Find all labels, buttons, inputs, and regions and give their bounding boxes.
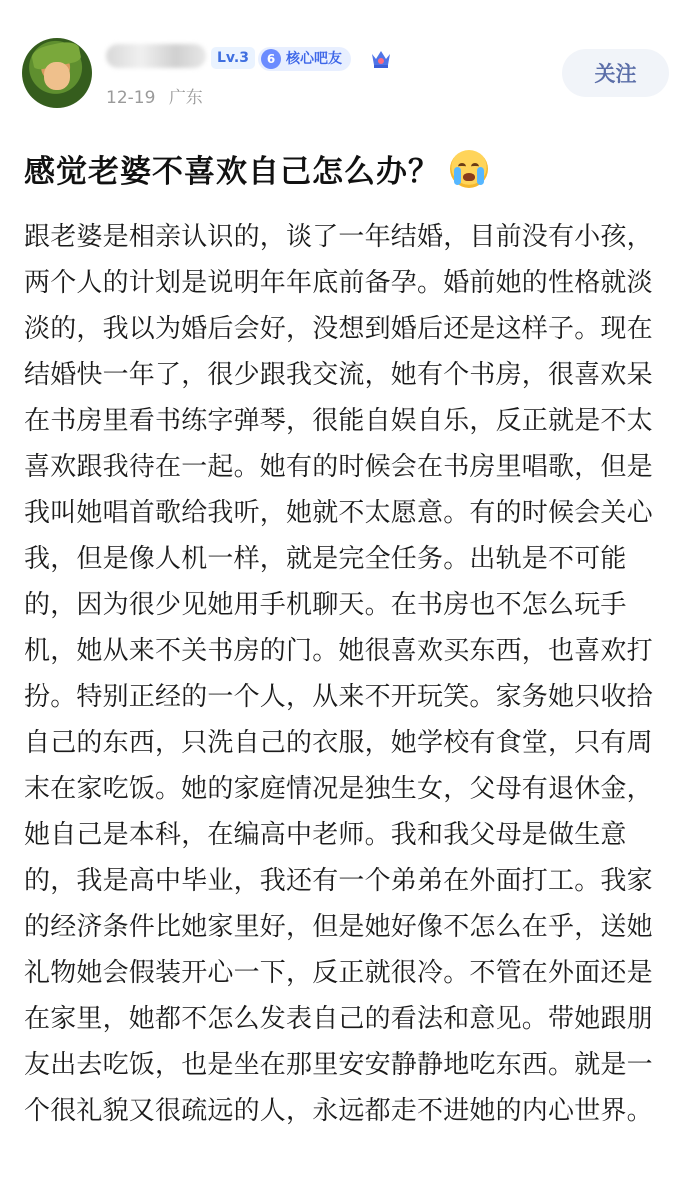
body-line: 的，我是高中毕业，我还有一个弟弟在外面打工。我家 [24,866,653,896]
crying-face-icon [450,150,488,188]
rank-crown-icon [368,46,394,72]
post-location: 广东 [168,88,203,108]
body-line: 我，但是像人机一样，就是完全任务。出轨是不可能 [24,544,627,574]
body-line: 扮。特别正经的一个人，从来不开玩笑。家务她只收拾 [24,682,653,712]
fan-badge-label: 核心吧友 [286,51,342,67]
post-title-row [24,146,488,191]
body-line: 在书房里看书练字弹琴，很能自娱自乐，反正就是不太 [24,406,653,436]
body-line: 她自己是本科，在编高中老师。我和我父母是做生意 [24,820,627,850]
body-line: 在家里，她都不怎么发表自己的看法和意见。带她跟朋 [24,1004,653,1034]
body-line: 友出去吃饭，也是坐在那里安安静静地吃东西。就是一 [24,1050,653,1080]
fan-level-icon: 6 [261,49,281,69]
post-meta [106,83,203,108]
body-line: 淡的，我以为婚后会好，没想到婚后还是这样子。现在 [24,314,653,344]
avatar[interactable] [22,38,92,108]
body-line: 机，她从来不关书房的门。她很喜欢买东西，也喜欢打 [24,636,653,666]
post-title: 感觉老婆不喜欢自己怎么办？ [24,154,440,190]
level-badge: Lv.3 [211,47,255,69]
body-line: 跟老婆是相亲认识的，谈了一年结婚，目前没有小孩， [24,222,653,252]
post-date: 12-19 [106,88,156,108]
avatar-face-shape [44,62,70,90]
body-line: 个很礼貌又很疏远的人，永远都走不进她的内心世界。 [24,1096,653,1126]
body-line: 喜欢跟我待在一起。她有的时候会在书房里唱歌，但是 [24,452,653,482]
tear-right-shape [477,167,484,185]
body-line: 的经济条件比她家里好，但是她好像不怎么在乎，送她 [24,912,653,942]
mouth-shape [463,173,475,181]
post-body [24,214,674,1134]
follow-button[interactable]: 关注 [562,49,669,97]
body-line: 礼物她会假装开心一下，反正就很冷。不管在外面还是 [24,958,653,988]
body-line: 的，因为很少见她用手机聊天。在书房也不怎么玩手 [24,590,627,620]
body-line: 结婚快一年了，很少跟我交流，她有个书房，很喜欢呆 [24,360,653,390]
body-line: 两个人的计划是说明年年底前备孕。婚前她的性格就淡 [24,268,653,298]
body-line: 末在家吃饭。她的家庭情况是独生女，父母有退休金， [24,774,653,804]
fan-badge [258,47,351,71]
tear-left-shape [454,167,461,185]
username-blurred[interactable] [106,44,206,68]
post-header [0,0,690,120]
body-line: 自己的东西，只洗自己的衣服，她学校有食堂，只有周 [24,728,653,758]
body-line: 我叫她唱首歌给我听，她就不太愿意。有的时候会关心 [24,498,653,528]
